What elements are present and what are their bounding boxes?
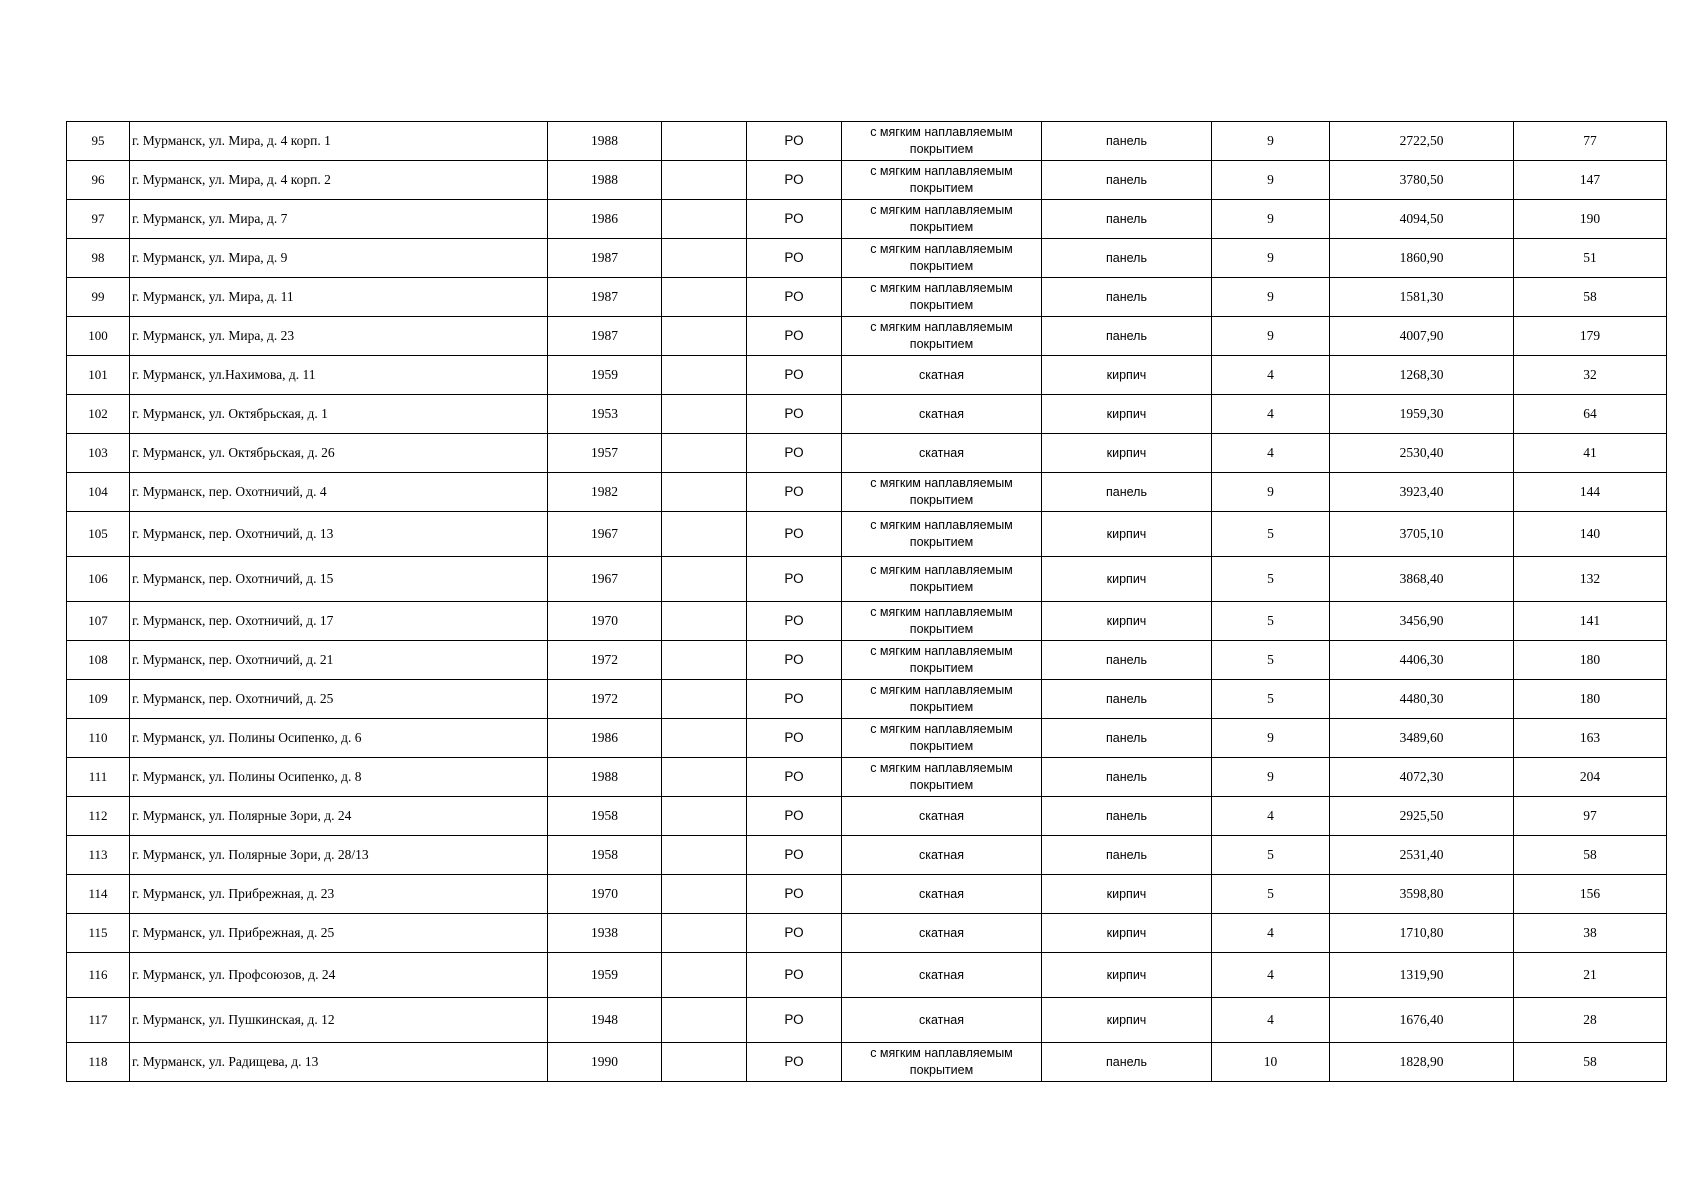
address-cell: г. Мурманск, пер. Охотничий, д. 17: [130, 602, 548, 641]
residents-cell: 21: [1514, 953, 1667, 998]
roof-cell: с мягким наплавляемым покрытием: [842, 200, 1042, 239]
table-row: [67, 200, 1667, 239]
blank-cell: [662, 239, 747, 278]
row-number: 100: [67, 317, 130, 356]
address-cell: г. Мурманск, ул. Радищева, д. 13: [130, 1043, 548, 1082]
blank-cell: [662, 758, 747, 797]
material-cell: панель: [1042, 719, 1212, 758]
blank-cell: [662, 200, 747, 239]
area-cell: 4007,90: [1330, 317, 1514, 356]
address-cell: г. Мурманск, ул. Профсоюзов, д. 24: [130, 953, 548, 998]
address-cell: г. Мурманск, ул. Полярные Зори, д. 28/13: [130, 836, 548, 875]
address-cell: г. Мурманск, ул. Мира, д. 23: [130, 317, 548, 356]
ro-cell: РО: [747, 998, 842, 1043]
roof-cell: скатная: [842, 875, 1042, 914]
address-cell: г. Мурманск, ул. Полины Осипенко, д. 8: [130, 758, 548, 797]
material-cell: кирпич: [1042, 557, 1212, 602]
floors-cell: 4: [1212, 953, 1330, 998]
year-cell: 1938: [548, 914, 662, 953]
table-row: [67, 836, 1667, 875]
housing-table: [66, 121, 1667, 1082]
material-cell: панель: [1042, 317, 1212, 356]
address-cell: г. Мурманск, ул. Мира, д. 11: [130, 278, 548, 317]
residents-cell: 190: [1514, 200, 1667, 239]
floors-cell: 9: [1212, 239, 1330, 278]
floors-cell: 5: [1212, 602, 1330, 641]
address-cell: г. Мурманск, пер. Охотничий, д. 4: [130, 473, 548, 512]
table-row: [67, 239, 1667, 278]
address-cell: г. Мурманск, пер. Охотничий, д. 13: [130, 512, 548, 557]
table-row: [67, 998, 1667, 1043]
area-cell: 2925,50: [1330, 797, 1514, 836]
ro-cell: РО: [747, 200, 842, 239]
address-cell: г. Мурманск, ул. Мира, д. 7: [130, 200, 548, 239]
blank-cell: [662, 1043, 747, 1082]
table-row: [67, 914, 1667, 953]
address-cell: г. Мурманск, пер. Охотничий, д. 21: [130, 641, 548, 680]
material-cell: панель: [1042, 278, 1212, 317]
material-cell: панель: [1042, 680, 1212, 719]
ro-cell: РО: [747, 836, 842, 875]
material-cell: кирпич: [1042, 356, 1212, 395]
row-number: 113: [67, 836, 130, 875]
blank-cell: [662, 317, 747, 356]
row-number: 101: [67, 356, 130, 395]
address-cell: г. Мурманск, ул. Прибрежная, д. 23: [130, 875, 548, 914]
address-cell: г. Мурманск, ул. Пушкинская, д. 12: [130, 998, 548, 1043]
table-row: [67, 953, 1667, 998]
residents-cell: 28: [1514, 998, 1667, 1043]
row-number: 96: [67, 161, 130, 200]
table-row: [67, 122, 1667, 161]
area-cell: 3456,90: [1330, 602, 1514, 641]
ro-cell: РО: [747, 122, 842, 161]
material-cell: панель: [1042, 797, 1212, 836]
year-cell: 1970: [548, 602, 662, 641]
area-cell: 1860,90: [1330, 239, 1514, 278]
roof-cell: с мягким наплавляемым покрытием: [842, 641, 1042, 680]
roof-cell: скатная: [842, 395, 1042, 434]
year-cell: 1987: [548, 239, 662, 278]
year-cell: 1988: [548, 758, 662, 797]
residents-cell: 58: [1514, 836, 1667, 875]
residents-cell: 147: [1514, 161, 1667, 200]
floors-cell: 10: [1212, 1043, 1330, 1082]
row-number: 102: [67, 395, 130, 434]
table-row: [67, 395, 1667, 434]
area-cell: 3598,80: [1330, 875, 1514, 914]
year-cell: 1958: [548, 797, 662, 836]
blank-cell: [662, 836, 747, 875]
floors-cell: 4: [1212, 797, 1330, 836]
ro-cell: РО: [747, 602, 842, 641]
roof-cell: с мягким наплавляемым покрытием: [842, 512, 1042, 557]
area-cell: 4094,50: [1330, 200, 1514, 239]
year-cell: 1982: [548, 473, 662, 512]
floors-cell: 9: [1212, 278, 1330, 317]
year-cell: 1986: [548, 719, 662, 758]
ro-cell: РО: [747, 758, 842, 797]
material-cell: кирпич: [1042, 602, 1212, 641]
ro-cell: РО: [747, 356, 842, 395]
floors-cell: 9: [1212, 473, 1330, 512]
blank-cell: [662, 278, 747, 317]
table-row: [67, 512, 1667, 557]
blank-cell: [662, 875, 747, 914]
year-cell: 1990: [548, 1043, 662, 1082]
table-row: [67, 473, 1667, 512]
blank-cell: [662, 356, 747, 395]
row-number: 103: [67, 434, 130, 473]
material-cell: панель: [1042, 473, 1212, 512]
floors-cell: 9: [1212, 200, 1330, 239]
ro-cell: РО: [747, 797, 842, 836]
residents-cell: 180: [1514, 641, 1667, 680]
floors-cell: 5: [1212, 836, 1330, 875]
residents-cell: 32: [1514, 356, 1667, 395]
ro-cell: РО: [747, 512, 842, 557]
residents-cell: 97: [1514, 797, 1667, 836]
area-cell: 1581,30: [1330, 278, 1514, 317]
residents-cell: 163: [1514, 719, 1667, 758]
roof-cell: с мягким наплавляемым покрытием: [842, 278, 1042, 317]
row-number: 98: [67, 239, 130, 278]
area-cell: 4072,30: [1330, 758, 1514, 797]
residents-cell: 64: [1514, 395, 1667, 434]
row-number: 108: [67, 641, 130, 680]
year-cell: 1957: [548, 434, 662, 473]
blank-cell: [662, 953, 747, 998]
table-row: [67, 317, 1667, 356]
address-cell: г. Мурманск, пер. Охотничий, д. 25: [130, 680, 548, 719]
residents-cell: 204: [1514, 758, 1667, 797]
roof-cell: скатная: [842, 953, 1042, 998]
row-number: 106: [67, 557, 130, 602]
table-row: [67, 641, 1667, 680]
row-number: 115: [67, 914, 130, 953]
ro-cell: РО: [747, 473, 842, 512]
roof-cell: с мягким наплавляемым покрытием: [842, 239, 1042, 278]
residents-cell: 132: [1514, 557, 1667, 602]
address-cell: г. Мурманск, ул. Октябрьская, д. 1: [130, 395, 548, 434]
roof-cell: скатная: [842, 356, 1042, 395]
area-cell: 1268,30: [1330, 356, 1514, 395]
material-cell: панель: [1042, 239, 1212, 278]
roof-cell: с мягким наплавляемым покрытием: [842, 1043, 1042, 1082]
address-cell: г. Мурманск, ул. Мира, д. 4 корп. 2: [130, 161, 548, 200]
roof-cell: с мягким наплавляемым покрытием: [842, 473, 1042, 512]
ro-cell: РО: [747, 719, 842, 758]
roof-cell: скатная: [842, 434, 1042, 473]
roof-cell: с мягким наплавляемым покрытием: [842, 161, 1042, 200]
floors-cell: 4: [1212, 914, 1330, 953]
blank-cell: [662, 797, 747, 836]
address-cell: г. Мурманск, ул. Полины Осипенко, д. 6: [130, 719, 548, 758]
material-cell: кирпич: [1042, 998, 1212, 1043]
residents-cell: 41: [1514, 434, 1667, 473]
year-cell: 1967: [548, 557, 662, 602]
residents-cell: 77: [1514, 122, 1667, 161]
area-cell: 2722,50: [1330, 122, 1514, 161]
material-cell: панель: [1042, 758, 1212, 797]
residents-cell: 156: [1514, 875, 1667, 914]
year-cell: 1958: [548, 836, 662, 875]
blank-cell: [662, 602, 747, 641]
area-cell: 3868,40: [1330, 557, 1514, 602]
ro-cell: РО: [747, 914, 842, 953]
roof-cell: с мягким наплавляемым покрытием: [842, 557, 1042, 602]
year-cell: 1987: [548, 278, 662, 317]
material-cell: панель: [1042, 641, 1212, 680]
ro-cell: РО: [747, 641, 842, 680]
material-cell: кирпич: [1042, 875, 1212, 914]
table-row: [67, 797, 1667, 836]
ro-cell: РО: [747, 953, 842, 998]
year-cell: 1988: [548, 161, 662, 200]
residents-cell: 180: [1514, 680, 1667, 719]
roof-cell: с мягким наплавляемым покрытием: [842, 602, 1042, 641]
floors-cell: 5: [1212, 557, 1330, 602]
floors-cell: 4: [1212, 356, 1330, 395]
ro-cell: РО: [747, 161, 842, 200]
table-row: [67, 758, 1667, 797]
ro-cell: РО: [747, 239, 842, 278]
blank-cell: [662, 680, 747, 719]
ro-cell: РО: [747, 395, 842, 434]
floors-cell: 4: [1212, 998, 1330, 1043]
row-number: 111: [67, 758, 130, 797]
residents-cell: 179: [1514, 317, 1667, 356]
row-number: 109: [67, 680, 130, 719]
row-number: 95: [67, 122, 130, 161]
year-cell: 1987: [548, 317, 662, 356]
year-cell: 1970: [548, 875, 662, 914]
address-cell: г. Мурманск, пер. Охотничий, д. 15: [130, 557, 548, 602]
row-number: 97: [67, 200, 130, 239]
floors-cell: 9: [1212, 758, 1330, 797]
area-cell: 4406,30: [1330, 641, 1514, 680]
roof-cell: с мягким наплавляемым покрытием: [842, 317, 1042, 356]
blank-cell: [662, 998, 747, 1043]
blank-cell: [662, 395, 747, 434]
residents-cell: 58: [1514, 278, 1667, 317]
address-cell: г. Мурманск, ул. Полярные Зори, д. 24: [130, 797, 548, 836]
area-cell: 1319,90: [1330, 953, 1514, 998]
year-cell: 1953: [548, 395, 662, 434]
roof-cell: с мягким наплавляемым покрытием: [842, 719, 1042, 758]
area-cell: 4480,30: [1330, 680, 1514, 719]
area-cell: 1676,40: [1330, 998, 1514, 1043]
row-number: 112: [67, 797, 130, 836]
floors-cell: 4: [1212, 395, 1330, 434]
row-number: 107: [67, 602, 130, 641]
area-cell: 3705,10: [1330, 512, 1514, 557]
area-cell: 1828,90: [1330, 1043, 1514, 1082]
ro-cell: РО: [747, 317, 842, 356]
material-cell: кирпич: [1042, 914, 1212, 953]
material-cell: кирпич: [1042, 512, 1212, 557]
blank-cell: [662, 161, 747, 200]
row-number: 105: [67, 512, 130, 557]
table-row: [67, 719, 1667, 758]
row-number: 99: [67, 278, 130, 317]
year-cell: 1967: [548, 512, 662, 557]
table-body: [67, 122, 1667, 1082]
residents-cell: 144: [1514, 473, 1667, 512]
floors-cell: 5: [1212, 641, 1330, 680]
floors-cell: 9: [1212, 317, 1330, 356]
residents-cell: 51: [1514, 239, 1667, 278]
area-cell: 3780,50: [1330, 161, 1514, 200]
material-cell: кирпич: [1042, 395, 1212, 434]
year-cell: 1948: [548, 998, 662, 1043]
year-cell: 1972: [548, 680, 662, 719]
material-cell: кирпич: [1042, 434, 1212, 473]
roof-cell: скатная: [842, 914, 1042, 953]
ro-cell: РО: [747, 680, 842, 719]
material-cell: панель: [1042, 200, 1212, 239]
floors-cell: 5: [1212, 680, 1330, 719]
area-cell: 3923,40: [1330, 473, 1514, 512]
blank-cell: [662, 557, 747, 602]
roof-cell: с мягким наплавляемым покрытием: [842, 122, 1042, 161]
row-number: 118: [67, 1043, 130, 1082]
floors-cell: 4: [1212, 434, 1330, 473]
table-row: [67, 1043, 1667, 1082]
ro-cell: РО: [747, 557, 842, 602]
roof-cell: скатная: [842, 998, 1042, 1043]
address-cell: г. Мурманск, ул.Нахимова, д. 11: [130, 356, 548, 395]
area-cell: 2531,40: [1330, 836, 1514, 875]
ro-cell: РО: [747, 278, 842, 317]
material-cell: панель: [1042, 122, 1212, 161]
row-number: 104: [67, 473, 130, 512]
floors-cell: 9: [1212, 719, 1330, 758]
row-number: 117: [67, 998, 130, 1043]
table-row: [67, 680, 1667, 719]
residents-cell: 58: [1514, 1043, 1667, 1082]
row-number: 114: [67, 875, 130, 914]
address-cell: г. Мурманск, ул. Октябрьская, д. 26: [130, 434, 548, 473]
blank-cell: [662, 719, 747, 758]
floors-cell: 5: [1212, 512, 1330, 557]
address-cell: г. Мурманск, ул. Прибрежная, д. 25: [130, 914, 548, 953]
blank-cell: [662, 473, 747, 512]
material-cell: панель: [1042, 161, 1212, 200]
area-cell: 1959,30: [1330, 395, 1514, 434]
ro-cell: РО: [747, 434, 842, 473]
area-cell: 1710,80: [1330, 914, 1514, 953]
residents-cell: 140: [1514, 512, 1667, 557]
address-cell: г. Мурманск, ул. Мира, д. 9: [130, 239, 548, 278]
floors-cell: 9: [1212, 122, 1330, 161]
table-row: [67, 602, 1667, 641]
year-cell: 1959: [548, 953, 662, 998]
table-row: [67, 875, 1667, 914]
year-cell: 1988: [548, 122, 662, 161]
floors-cell: 5: [1212, 875, 1330, 914]
blank-cell: [662, 641, 747, 680]
blank-cell: [662, 512, 747, 557]
material-cell: кирпич: [1042, 953, 1212, 998]
year-cell: 1972: [548, 641, 662, 680]
ro-cell: РО: [747, 1043, 842, 1082]
material-cell: панель: [1042, 836, 1212, 875]
table-row: [67, 278, 1667, 317]
blank-cell: [662, 434, 747, 473]
area-cell: 3489,60: [1330, 719, 1514, 758]
roof-cell: с мягким наплавляемым покрытием: [842, 758, 1042, 797]
blank-cell: [662, 122, 747, 161]
year-cell: 1959: [548, 356, 662, 395]
residents-cell: 38: [1514, 914, 1667, 953]
material-cell: панель: [1042, 1043, 1212, 1082]
row-number: 116: [67, 953, 130, 998]
ro-cell: РО: [747, 875, 842, 914]
roof-cell: с мягким наплавляемым покрытием: [842, 680, 1042, 719]
table-row: [67, 434, 1667, 473]
roof-cell: скатная: [842, 797, 1042, 836]
blank-cell: [662, 914, 747, 953]
address-cell: г. Мурманск, ул. Мира, д. 4 корп. 1: [130, 122, 548, 161]
table-row: [67, 557, 1667, 602]
table-row: [67, 161, 1667, 200]
residents-cell: 141: [1514, 602, 1667, 641]
floors-cell: 9: [1212, 161, 1330, 200]
year-cell: 1986: [548, 200, 662, 239]
area-cell: 2530,40: [1330, 434, 1514, 473]
row-number: 110: [67, 719, 130, 758]
roof-cell: скатная: [842, 836, 1042, 875]
table-row: [67, 356, 1667, 395]
